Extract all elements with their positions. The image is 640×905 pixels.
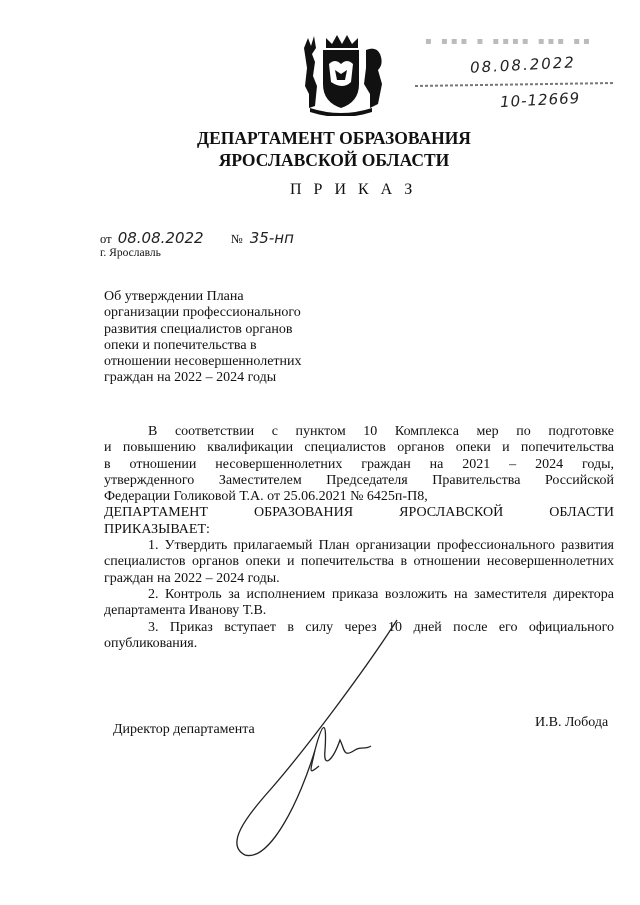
subject-line: опеки и попечительства в — [104, 337, 257, 353]
stamp-divider — [415, 80, 615, 90]
order-subject — [104, 289, 344, 387]
signatory-name: И.В. Лобода — [535, 715, 609, 730]
stamp-faint-text: ▪ ▪▪▪ ▪ ▪▪▪▪ ▪▪▪ ▪▪ — [425, 36, 593, 47]
coat-of-arms — [296, 30, 386, 116]
stamp-date: 08.08.2022 — [469, 53, 577, 77]
preamble-line: утвержденного Заместителем Председателя Правительства Российской — [104, 472, 614, 488]
preamble-line: и повышению квалификации специалистов органов опеки и попечительства — [104, 440, 614, 456]
subject-line: Об утверждении Плана — [104, 289, 244, 304]
decree-line: ПРИКАЗЫВАЕТ: — [104, 521, 210, 537]
preamble-line: Федерации Голиковой Т.А. от 25.06.2021 № 6425п-П8, — [104, 489, 428, 505]
department-title-line2: ЯРОСЛАВСКОЙ ОБЛАСТИ — [218, 150, 450, 170]
subject-line: развития специалистов органов — [104, 321, 293, 337]
preamble-line: в отношении несовершеннолетних граждан на 2021 – 2024 годы, — [104, 456, 614, 472]
order-item-3: 3. Приказ вступает в силу через 10 дней после его официального опубликования. — [104, 619, 614, 651]
document-type: П Р И К А З — [290, 181, 417, 198]
subject-line: организации профессионального — [104, 305, 301, 321]
decree-line: ДЕПАРТАМЕНТ ОБРАЗОВАНИЯ ЯРОСЛАВСКОЙ ОБЛАСТИ — [104, 505, 614, 521]
order-date: 08.08.2022 — [117, 229, 204, 247]
from-label: от — [100, 232, 112, 246]
order-city: г. Ярославль — [100, 247, 161, 259]
preamble-line: В соответствии с пунктом 10 Комплекса мер по подготовке — [148, 424, 614, 439]
order-meta-row — [100, 229, 294, 247]
order-item-2: 2. Контроль за исполнением приказа возложить на заместителя директора департамента Иванову Т.В. — [104, 586, 614, 619]
signatory-role: Директор департамента — [113, 722, 255, 737]
stamp-number: 10-12669 — [499, 88, 581, 112]
subject-line: отношении несовершеннолетних — [104, 354, 302, 370]
handwritten-signature — [215, 600, 415, 860]
order-item-1: 1. Утвердить прилагаемый План организации профессионального развития специалистов органов опеки и попечительства в отношении несовершеннолетних граждан на 2022 – 2024 годы. — [104, 538, 614, 586]
department-title-line1: ДЕПАРТАМЕНТ ОБРАЗОВАНИЯ — [197, 128, 471, 148]
order-number: 35-нп — [249, 229, 294, 247]
subject-line: граждан на 2022 – 2024 годы — [104, 370, 277, 386]
number-label: № — [230, 232, 243, 246]
